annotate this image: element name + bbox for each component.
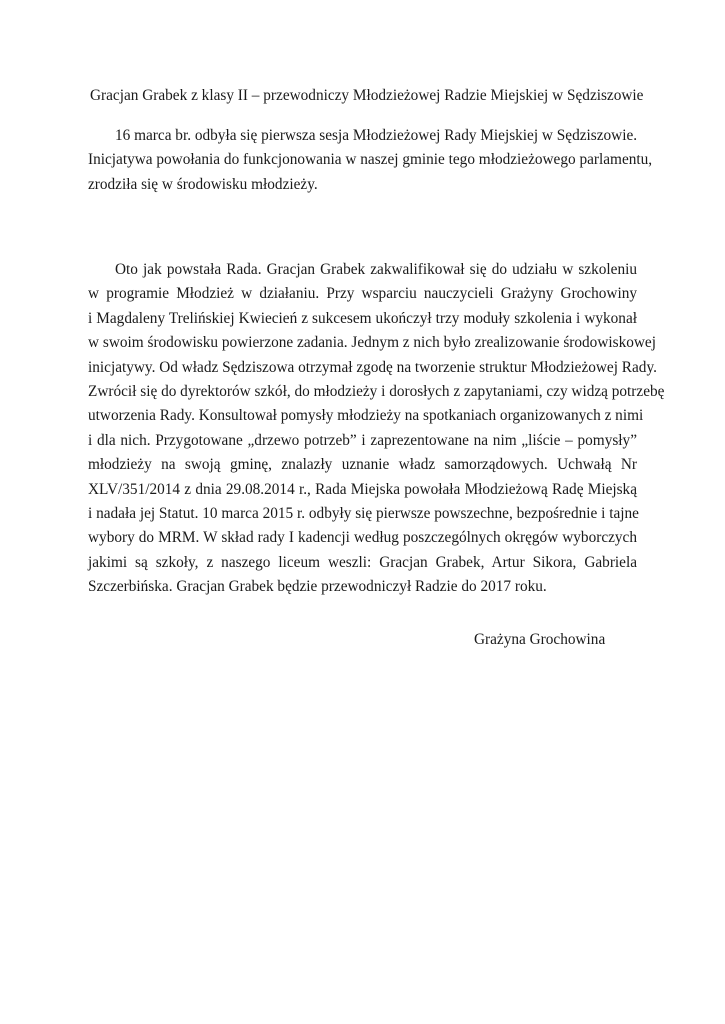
paragraph-line: wybory do MRM. W skład rady I kadencji według poszczególnych okręgów wyborczych xyxy=(88,529,637,547)
paragraph-line: młodzieży na swoją gminę, znalazły uznanie władz samorządowych. Uchwałą Nr xyxy=(88,456,637,474)
paragraph-line: utworzenia Rady. Konsultował pomysły młodzieży na spotkaniach organizowanych z nimi xyxy=(88,407,644,425)
paragraph-line: Zwrócił się do dyrektorów szkół, do młodzieży i dorosłych z zapytaniami, czy widzą potrzebę xyxy=(88,382,665,400)
paragraph-line: Szczerbińska. Gracjan Grabek będzie przewodniczył Radzie do 2017 roku. xyxy=(88,578,547,596)
document-title: Gracjan Grabek z klasy II – przewodniczy Młodzieżowej Radzie Miejskiej w Sędziszowie xyxy=(90,87,644,104)
paragraph-line: w programie Młodzież w działaniu. Przy wsparciu nauczycieli Grażyny Grochowiny xyxy=(88,285,637,303)
author-signature: Grażyna Grochowina xyxy=(474,631,606,648)
paragraph-line: XLV/351/2014 z dnia 29.08.2014 r., Rada Miejska powołała Młodzieżową Radę Miejską xyxy=(88,480,637,498)
paragraph-line: 16 marca br. odbyła się pierwsza sesja Młodzieżowej Rady Miejskiej w Sędziszowie. xyxy=(115,127,638,144)
paragraph-line: jakimi są szkoły, z naszego liceum weszli: Gracjan Grabek, Artur Sikora, Gabriela xyxy=(88,553,637,571)
paragraph-line: Inicjatywa powołania do funkcjonowania w naszej gminie tego młodzieżowego parlamentu, xyxy=(88,151,653,169)
paragraph-line: i dla nich. Przygotowane „drzewo potrzeb” i zaprezentowane na nim „liście – pomysły” xyxy=(88,431,637,449)
paragraph-history xyxy=(88,258,665,599)
paragraph-line: i Magdaleny Trelińskiej Kwiecień z sukcesem ukończył trzy moduły szkolenia i wykonał xyxy=(88,309,637,327)
paragraph-line: i nadała jej Statut. 10 marca 2015 r. odbyły się pierwsze powszechne, bezpośrednie i tajne xyxy=(88,504,639,522)
paragraph-line: w swoim środowisku powierzone zadania. Jednym z nich było zrealizowanie środowiskowej xyxy=(88,334,656,352)
paragraph-line: inicjatywy. Od władz Sędziszowa otrzymał zgodę na tworzenie struktur Młodzieżowej Rady. xyxy=(88,358,657,376)
paragraph-session xyxy=(88,124,653,197)
paragraph-line: Oto jak powstała Rada. Gracjan Grabek zakwalifikował się do udziału w szkoleniu xyxy=(115,261,637,278)
paragraph-line: zrodziła się w środowisku młodzieży. xyxy=(88,175,318,193)
